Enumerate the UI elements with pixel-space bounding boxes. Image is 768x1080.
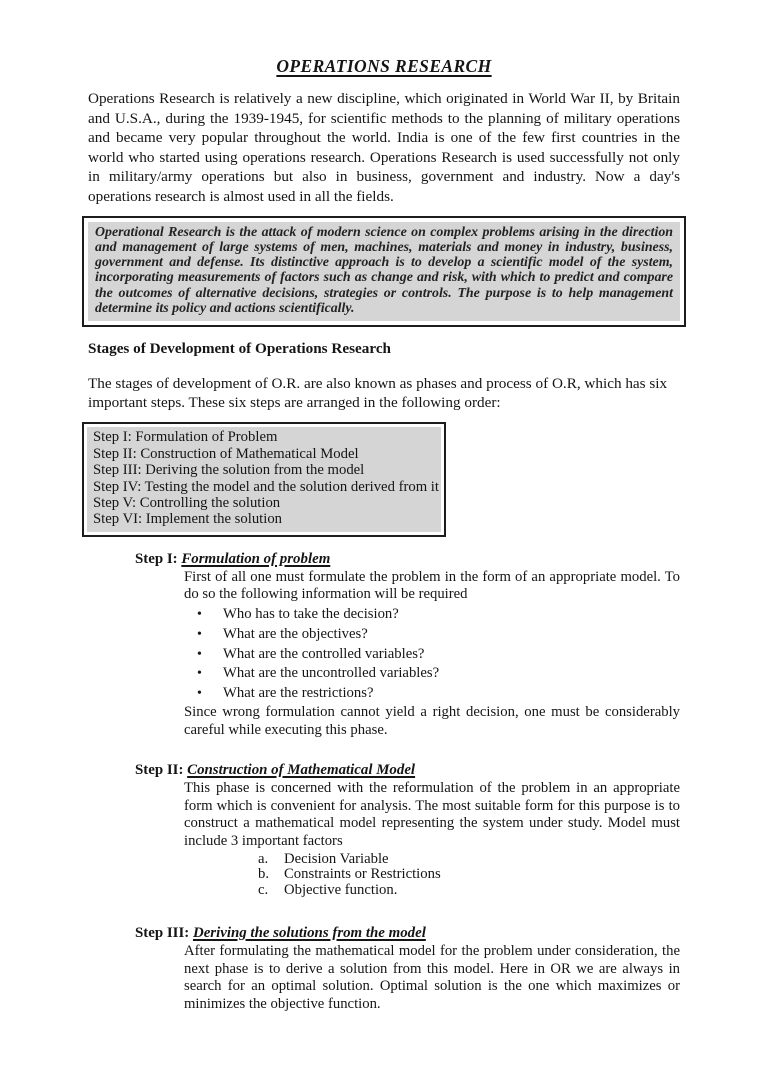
steps-box-line-5: Step V: Controlling the solution: [93, 494, 281, 511]
document-title: OPERATIONS RESEARCH: [276, 56, 492, 76]
bullet-item: • What are the objectives?: [197, 625, 680, 645]
step-3-heading: [135, 924, 680, 943]
steps-summary-box: [82, 422, 446, 536]
letter-item: [258, 867, 680, 883]
steps-summary-highlight: [87, 427, 441, 531]
step-2-paragraph-1: This phase is concerned with the reformulation of the problem in an appropriate form which is convenient for analysis. The most suitable form for this purpose is to construct a mathematical model representing the system under study. Model must include 3 important factors: [184, 780, 680, 849]
steps-box-line-2: Step II: Construction of Mathematical Model: [93, 445, 359, 462]
definition-box-highlight: [88, 222, 680, 322]
step-3-title: Deriving the solutions from the model: [192, 925, 426, 942]
steps-box-line-3: Step III: Deriving the solution from the model: [93, 462, 365, 479]
step-1-paragraph-2: Since wrong formulation cannot yield a right decision, one must be considerably careful while executing this phase.: [184, 703, 680, 738]
step-1-label: Step I:: [135, 550, 178, 567]
step-2-letter-list: [184, 852, 680, 899]
steps-box-line-6: Step VI: Implement the solution: [93, 511, 283, 528]
document-page: [0, 56, 768, 1080]
letter-text: Decision Variable: [284, 850, 389, 867]
bullet-item: • What are the restrictions?: [197, 684, 680, 704]
letter-marker: c.: [258, 881, 269, 898]
step-3-section: [135, 924, 680, 1013]
step-3-paragraph-1: After formulating the mathematical model for the problem under consideration, the next phase is to derive a solution from this model. Here in OR we are always in search for an optimal solution. Optimal solution is the one which maximizes or minimizes the objective function.: [184, 943, 680, 1013]
step-2-heading: [135, 761, 680, 780]
bullet-item: • What are the uncontrolled variables?: [197, 664, 680, 684]
step-2-title: Construction of Mathematical Model: [187, 762, 416, 779]
letter-item: [258, 883, 680, 899]
step-1-section: [135, 550, 680, 739]
bullet-item: • What are the controlled variables?: [197, 645, 680, 665]
step-2-label: Step II:: [135, 762, 184, 779]
stages-heading: Stages of Development of Operations Research: [88, 340, 392, 358]
step-2-body: [184, 780, 680, 898]
step-3-label: Step III:: [135, 925, 190, 942]
step-1-heading: [135, 550, 680, 569]
definition-text: Operational Research is the attack of modern science on complex problems arising in the direction and management of large systems of men, machines, materials and money in industry, business, government and defense. Its distinctive approach is to develop a scientific model of the system, incorporating measurements of factors such as change and risk, with which to predict and compare the outcomes of alternative decisions, strategies or controls. The purpose is to help management determine its policy and actions scientifically.: [95, 224, 673, 317]
bullet-item: • Who has to take the decision?: [197, 605, 680, 625]
step-1-title: Formulation of problem: [181, 550, 331, 567]
step-3-body: [184, 943, 680, 1013]
step-1-bullet-list: [184, 605, 680, 704]
steps-box-line-1: Step I: Formulation of Problem: [93, 429, 278, 446]
step-1-paragraph-1: First of all one must formulate the problem in the form of an appropriate model. To do so the following information will be required: [184, 568, 680, 603]
letter-text: Constraints or Restrictions: [284, 866, 441, 883]
letter-marker: a.: [258, 850, 269, 867]
stages-intro-paragraph: The stages of development of O.R. are also known as phases and process of O.R, which has six important steps. These six steps are arranged in the following order:: [88, 375, 668, 412]
step-1-body: [184, 569, 680, 739]
letter-marker: b.: [258, 866, 270, 883]
letter-text: Objective function.: [284, 881, 398, 898]
letter-item: [258, 852, 680, 868]
step-2-section: [135, 761, 680, 898]
steps-box-line-4: Step IV: Testing the model and the solution derived from it: [93, 478, 439, 495]
intro-paragraph: Operations Research is relatively a new discipline, which originated in World War II, by Britain and U.S.A., during the 1939-1945, for scientific methods to the planning of military operations and became very popular throughout the world. India is one of the few first countries in the world who started using operations research. Operations Research is used successfully not only in military/army operations but also in business, government and industry. Now a day's operations research is almost used in all the fields.: [88, 90, 680, 205]
definition-box: [82, 216, 686, 328]
